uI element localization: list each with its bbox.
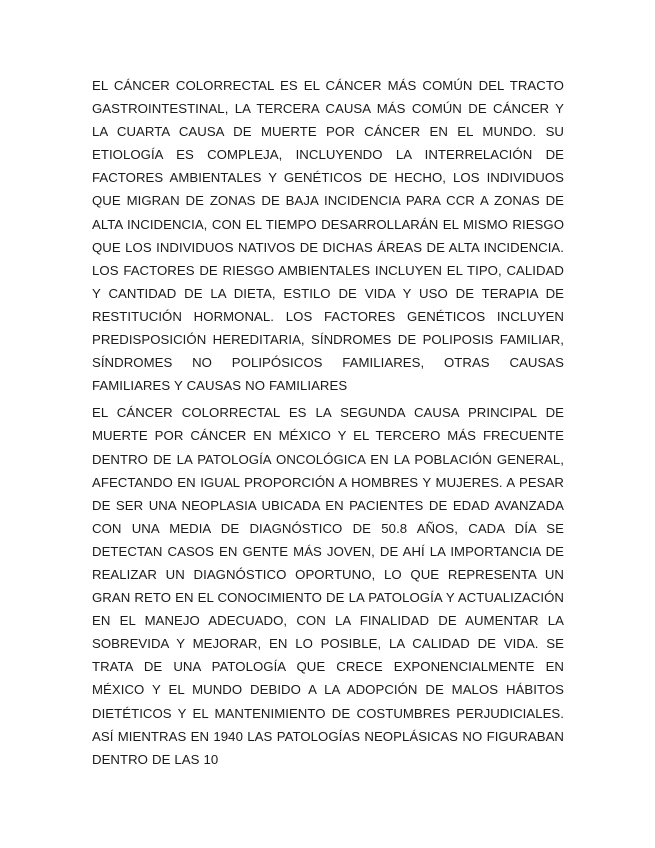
paragraph-colorectal-cancer-etiology: EL CÁNCER COLORRECTAL ES EL CÁNCER MÁS COMÚN DEL TRACTO GASTROINTESTINAL, LA TERCERA CAUSA MÁS COMÚN DE CÁNCER Y LA CUARTA CAUSA DE MUERTE POR CÁNCER EN EL MUNDO. SU ETIOLOGÍA ES COMPLEJA, INCLUYENDO LA INTERRELACIÓN DE FACTORES AMBIENTALES Y GENÉTICOS DE HECHO, LOS INDIVIDUOS QUE MIGRAN DE ZONAS DE BAJA INCIDENCIA PARA CCR A ZONAS DE ALTA INCIDENCIA, CON EL TIEMPO DESARROLLARÁN EL MISMO RIESGO QUE LOS INDIVIDUOS NATIVOS DE DICHAS ÁREAS DE ALTA INCIDENCIA. LOS FACTORES DE RIESGO AMBIENTALES INCLUYEN EL TIPO, CALIDAD Y CANTIDAD DE LA DIETA, ESTILO DE VIDA Y USO DE TERAPIA DE RESTITUCIÓN HORMONAL. LOS FACTORES GENÉTICOS INCLUYEN PREDISPOSICIÓN HEREDITARIA, SÍNDROMES DE POLIPOSIS FAMILIAR, SÍNDROMES NO POLIPÓSICOS FAMILIARES, OTRAS CAUSAS FAMILIARES Y CAUSAS NO FAMILIARES <box>92 78 564 394</box>
paragraph-colorectal-cancer-mexico: EL CÁNCER COLORRECTAL ES LA SEGUNDA CAUSA PRINCIPAL DE MUERTE POR CÁNCER EN MÉXICO Y EL TERCERO MÁS FRECUENTE DENTRO DE LA PATOLOGÍA ONCOLÓGICA EN LA POBLACIÓN GENERAL, AFECTANDO EN IGUAL PROPORCIÓN A HOMBRES Y MUJERES. A PESAR DE SER UNA NEOPLASIA UBICADA EN PACIENTES DE EDAD AVANZADA CON UNA MEDIA DE DIAGNÓSTICO DE 50.8 AÑOS, CADA DÍA SE DETECTAN CASOS EN GENTE MÁS JOVEN, DE AHÍ LA IMPORTANCIA DE REALIZAR UN DIAGNÓSTICO OPORTUNO, LO QUE REPRESENTA UN GRAN RETO EN EL CONOCIMIENTO DE LA PATOLOGÍA Y ACTUALIZACIÓN EN EL MANEJO ADECUADO, CON LA FINALIDAD DE AUMENTAR LA SOBREVIDA Y MEJORAR, EN LO POSIBLE, LA CALIDAD DE VIDA. SE TRATA DE UNA PATOLOGÍA QUE CRECE EXPONENCIALMENTE EN MÉXICO Y EL MUNDO DEBIDO A LA ADOPCIÓN DE MALOS HÁBITOS DIETÉTICOS Y EL MANTENIMIENTO DE COSTUMBRES PERJUDICIALES. ASÍ MIENTRAS EN 1940 LAS PATOLOGÍAS NEOPLÁSICAS NO FIGURABAN DENTRO DE LAS 10 <box>92 405 564 767</box>
document-page <box>92 74 564 771</box>
